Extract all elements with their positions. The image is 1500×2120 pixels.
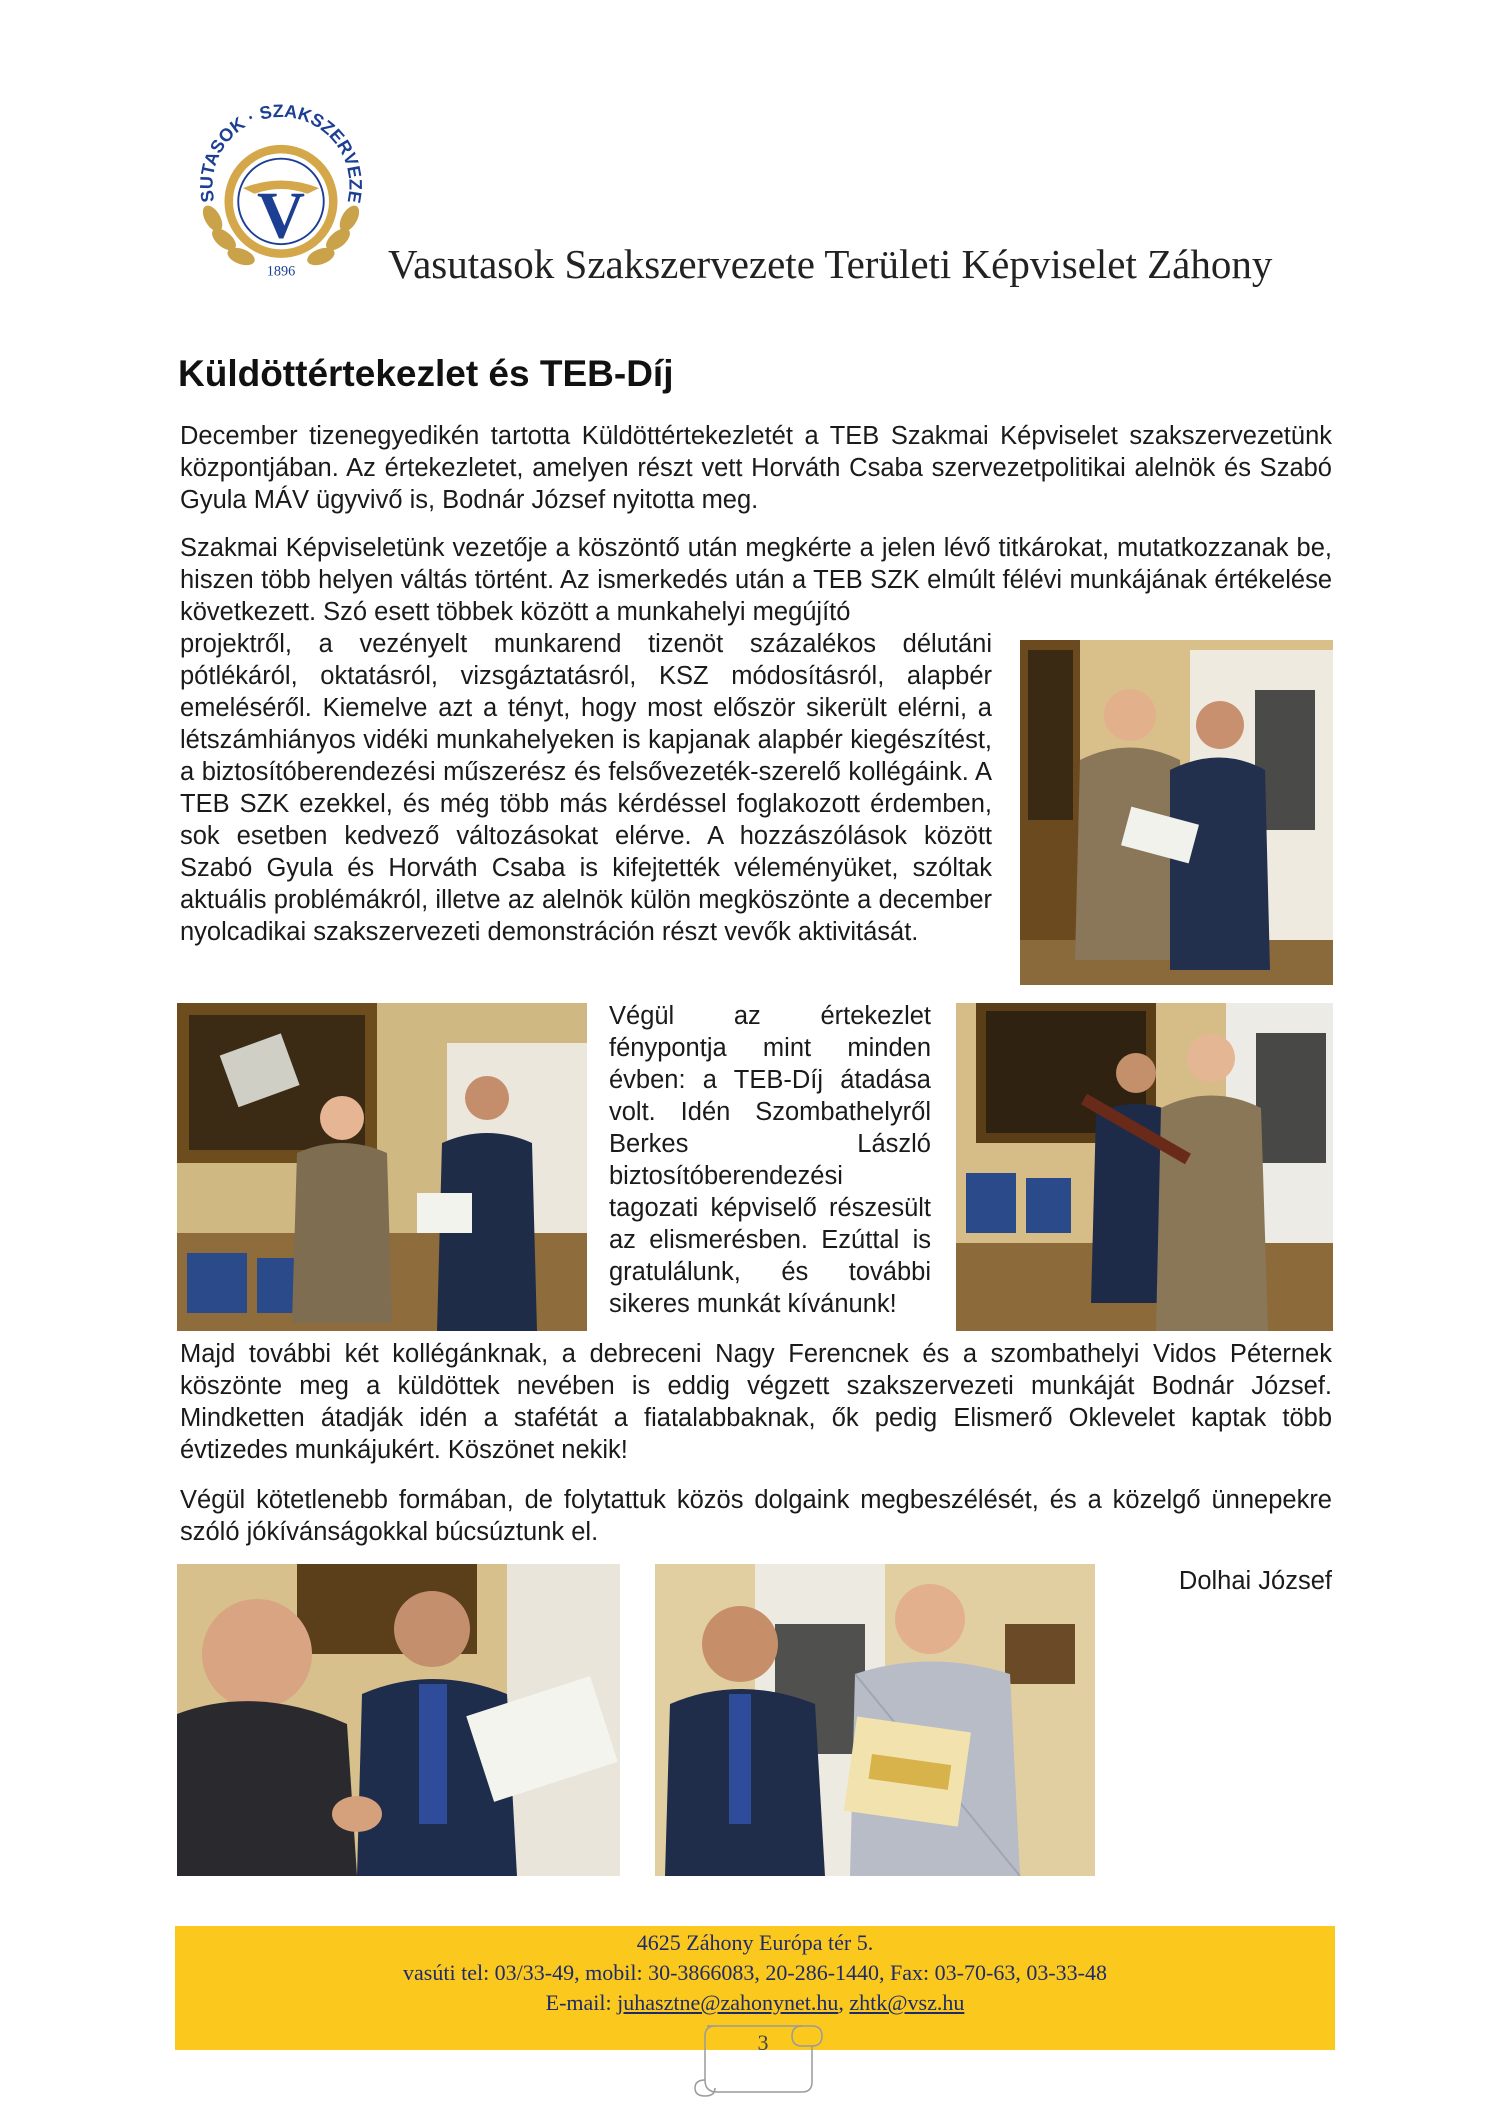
paragraph-intro: December tizenegyedikén tartotta Küldöttértekezletét a TEB Szakmai Képviselet szakszervezetünk központjában. Az értekezletet, amelyen részt vett Horváth Csaba szervezetpolitikai alelnök és Szabó Gyula MÁV ügyvivő is, Bodnár József nyitotta meg.	[180, 422, 1332, 514]
paragraph-closing: Végül kötetlenebb formában, de folytattuk közös dolgaink megbeszélését, és a közelgő ünnepekre szóló jókívánságokkal búcsúztunk el.	[180, 1486, 1332, 1546]
svg-text:VASUTASOK · SZAKSZERVEZETE: SUTASOK · SZAKSZERVEZE	[196, 100, 366, 205]
email-label: E-mail:	[545, 1990, 618, 2015]
photo-handshake	[177, 1564, 620, 1876]
article-title: Küldöttértekezlet és TEB-Díj	[178, 353, 674, 394]
email-separator: ,	[838, 1990, 850, 2015]
page-number: 3	[757, 2030, 769, 2055]
photo-award-hall	[956, 1003, 1333, 1331]
header-title: Vasutasok Szakszervezete Területi Képviselet Záhony	[388, 241, 1273, 287]
svg-text:1896: 1896	[266, 263, 296, 280]
photo-award-raised	[177, 1003, 587, 1331]
paragraph-review-cont: projektről, a vezényelt munkarend tizenöt százalékos délutáni pótlékáról, oktatásról, vizsgáztatásról, KSZ módosításról, alapbér emeléséről. Kiemelve azt a tényt, hogy most először sikerült elérni, a létszámhiányos vidéki munkahelyeken is kapjanak alapbér kiegészítést, a biztosítóberendezési műszerész és felsővezeték-szerelő kollégáink. A TEB SZK ezekkel, és még több más kérdéssel foglakozott érdemben, sok esetben kedvező változásokat elérve. A hozzászólások között Szabó Gyula és Horváth Csaba is kifejtették véleményüket, szóltak aktuális problémákról, illetve az alelnök külön megköszönte a december nyolcadikai szakszervezeti demonstráción részt vevők aktivitását.	[180, 630, 992, 946]
email-link-juhasztne[interactable]: juhasztne@zahonynet.hu	[617, 1990, 839, 2015]
email-link-zhtk[interactable]: zhtk@vsz.hu	[849, 1990, 965, 2015]
paragraph-teb-award: Végül az értekezlet fénypontja mint minden évben: a TEB-Díj átadása volt. Idén Szombathelyről Berkes László biztosítóberendezési tagozati képviselő részesült az elismerésben. Ezúttal is gratulálunk, és további sikeres munkát kívánunk!	[609, 1002, 931, 1318]
footer-phones: vasúti tel: 03/33-49, mobil: 30-3866083, 20-286-1440, Fax: 03-70-63, 03-33-48	[403, 1960, 1107, 1985]
svg-text:V: V	[256, 179, 306, 253]
author-name: Dolhai József	[1178, 1567, 1332, 1595]
footer-address: 4625 Záhony Európa tér 5.	[636, 1930, 874, 1955]
photo-handover-1	[1020, 640, 1333, 985]
photo-certificate	[655, 1564, 1095, 1876]
paragraph-recognition: Majd további két kollégánknak, a debreceni Nagy Ferencnek és a szombathelyi Vidos Péternek köszönte meg a küldöttek nevében is eddig végzett szakszervezeti munkáját Bodnár József. Mindketten átadják idén a stafétát a fiatalabbaknak, ők pedig Elismerő Oklevelet kaptak több évtizedes munkájukért. Köszönet nekik!	[180, 1340, 1332, 1464]
paragraph-review-start: Szakmai Képviseletünk vezetője a köszöntő után megkérte a jelen lévő titkárokat, mutatkozzanak be, hiszen több helyen váltás történt. Az ismerkedés után a TEB SZK elmúlt félévi munkájának értékelése következett. Szó esett többek között a munkahelyi megújító	[180, 534, 1332, 626]
union-logo	[186, 95, 376, 285]
footer-email	[175, 1990, 1335, 2016]
